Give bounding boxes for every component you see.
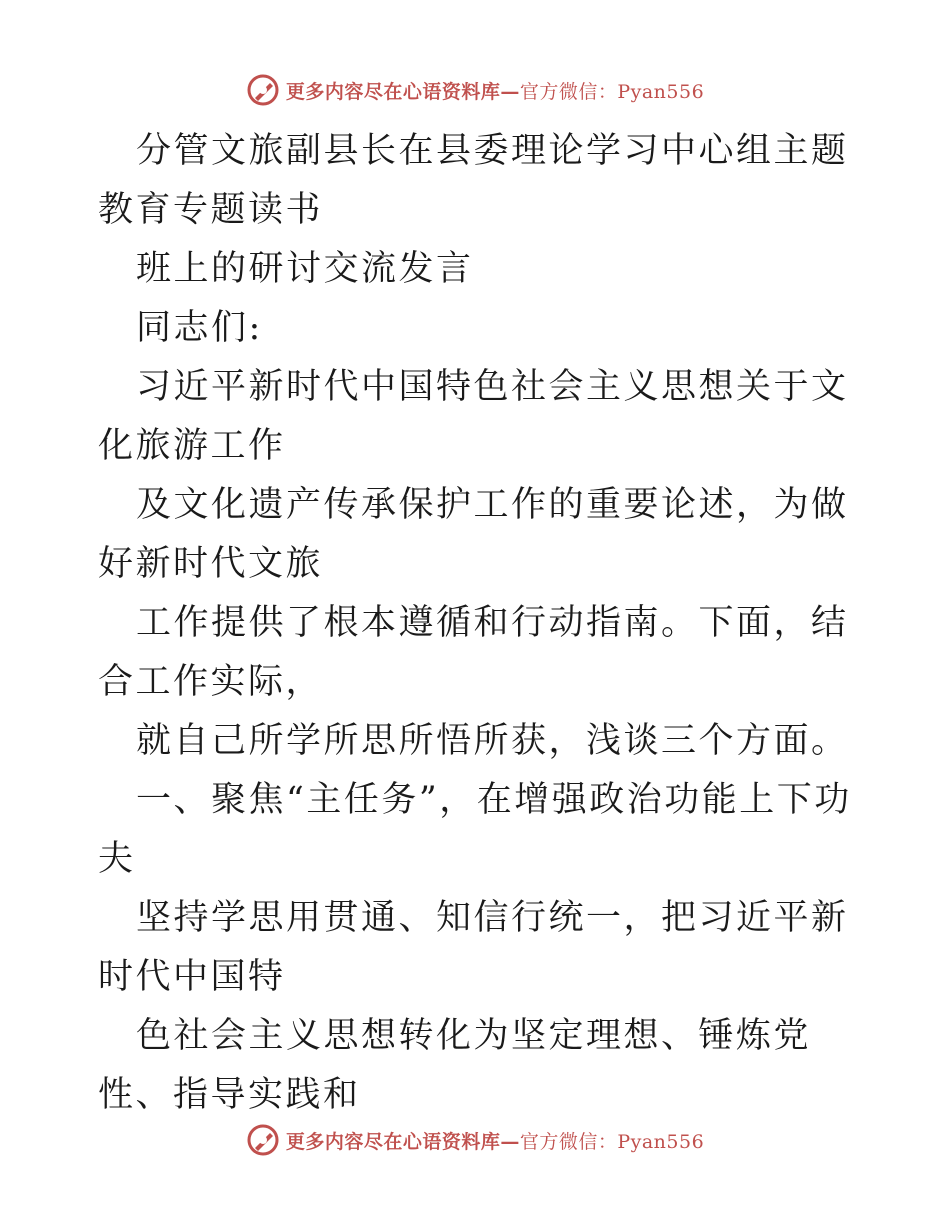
doc-paragraph: 坚持学思用贯通、知信行统一，把习近平新时代中国特: [98, 898, 849, 997]
doc-paragraph: 工作提供了根本遵循和行动指南。下面，结合工作实际，: [98, 603, 849, 702]
pen-seal-logo-icon: [246, 73, 280, 107]
doc-paragraph: 及文化遗产传承保护工作的重要论述，为做好新时代文旅: [98, 485, 849, 584]
doc-paragraph: 习近平新时代中国特色社会主义思想关于文化旅游工作: [98, 367, 849, 466]
doc-section-heading: 一、聚焦“主任务”，在增强政治功能上下功夫: [98, 780, 852, 879]
pen-seal-logo-icon: [246, 1123, 280, 1157]
doc-paragraph: 色社会主义思想转化为坚定理想、锤炼党性、指导实践和: [98, 1016, 812, 1115]
header-banner-text: 更多内容尽在心语资料库—官方微信：Pyan556: [285, 80, 705, 103]
document-body: [98, 122, 858, 1125]
doc-paragraph: 就自己所学所思所悟所获，浅谈三个方面。: [136, 721, 849, 761]
doc-line-title-1: 分管文旅副县长在县委理论学习中心组主题教育专题读书: [98, 131, 849, 230]
footer-banner-text: 更多内容尽在心语资料库—官方微信：Pyan556: [285, 1130, 705, 1153]
footer-watermark-banner: [0, 1120, 950, 1160]
header-watermark-banner: [0, 70, 950, 110]
doc-line-title-2: 班上的研讨交流发言: [136, 249, 474, 289]
doc-line-salutation: 同志们:: [136, 308, 263, 348]
